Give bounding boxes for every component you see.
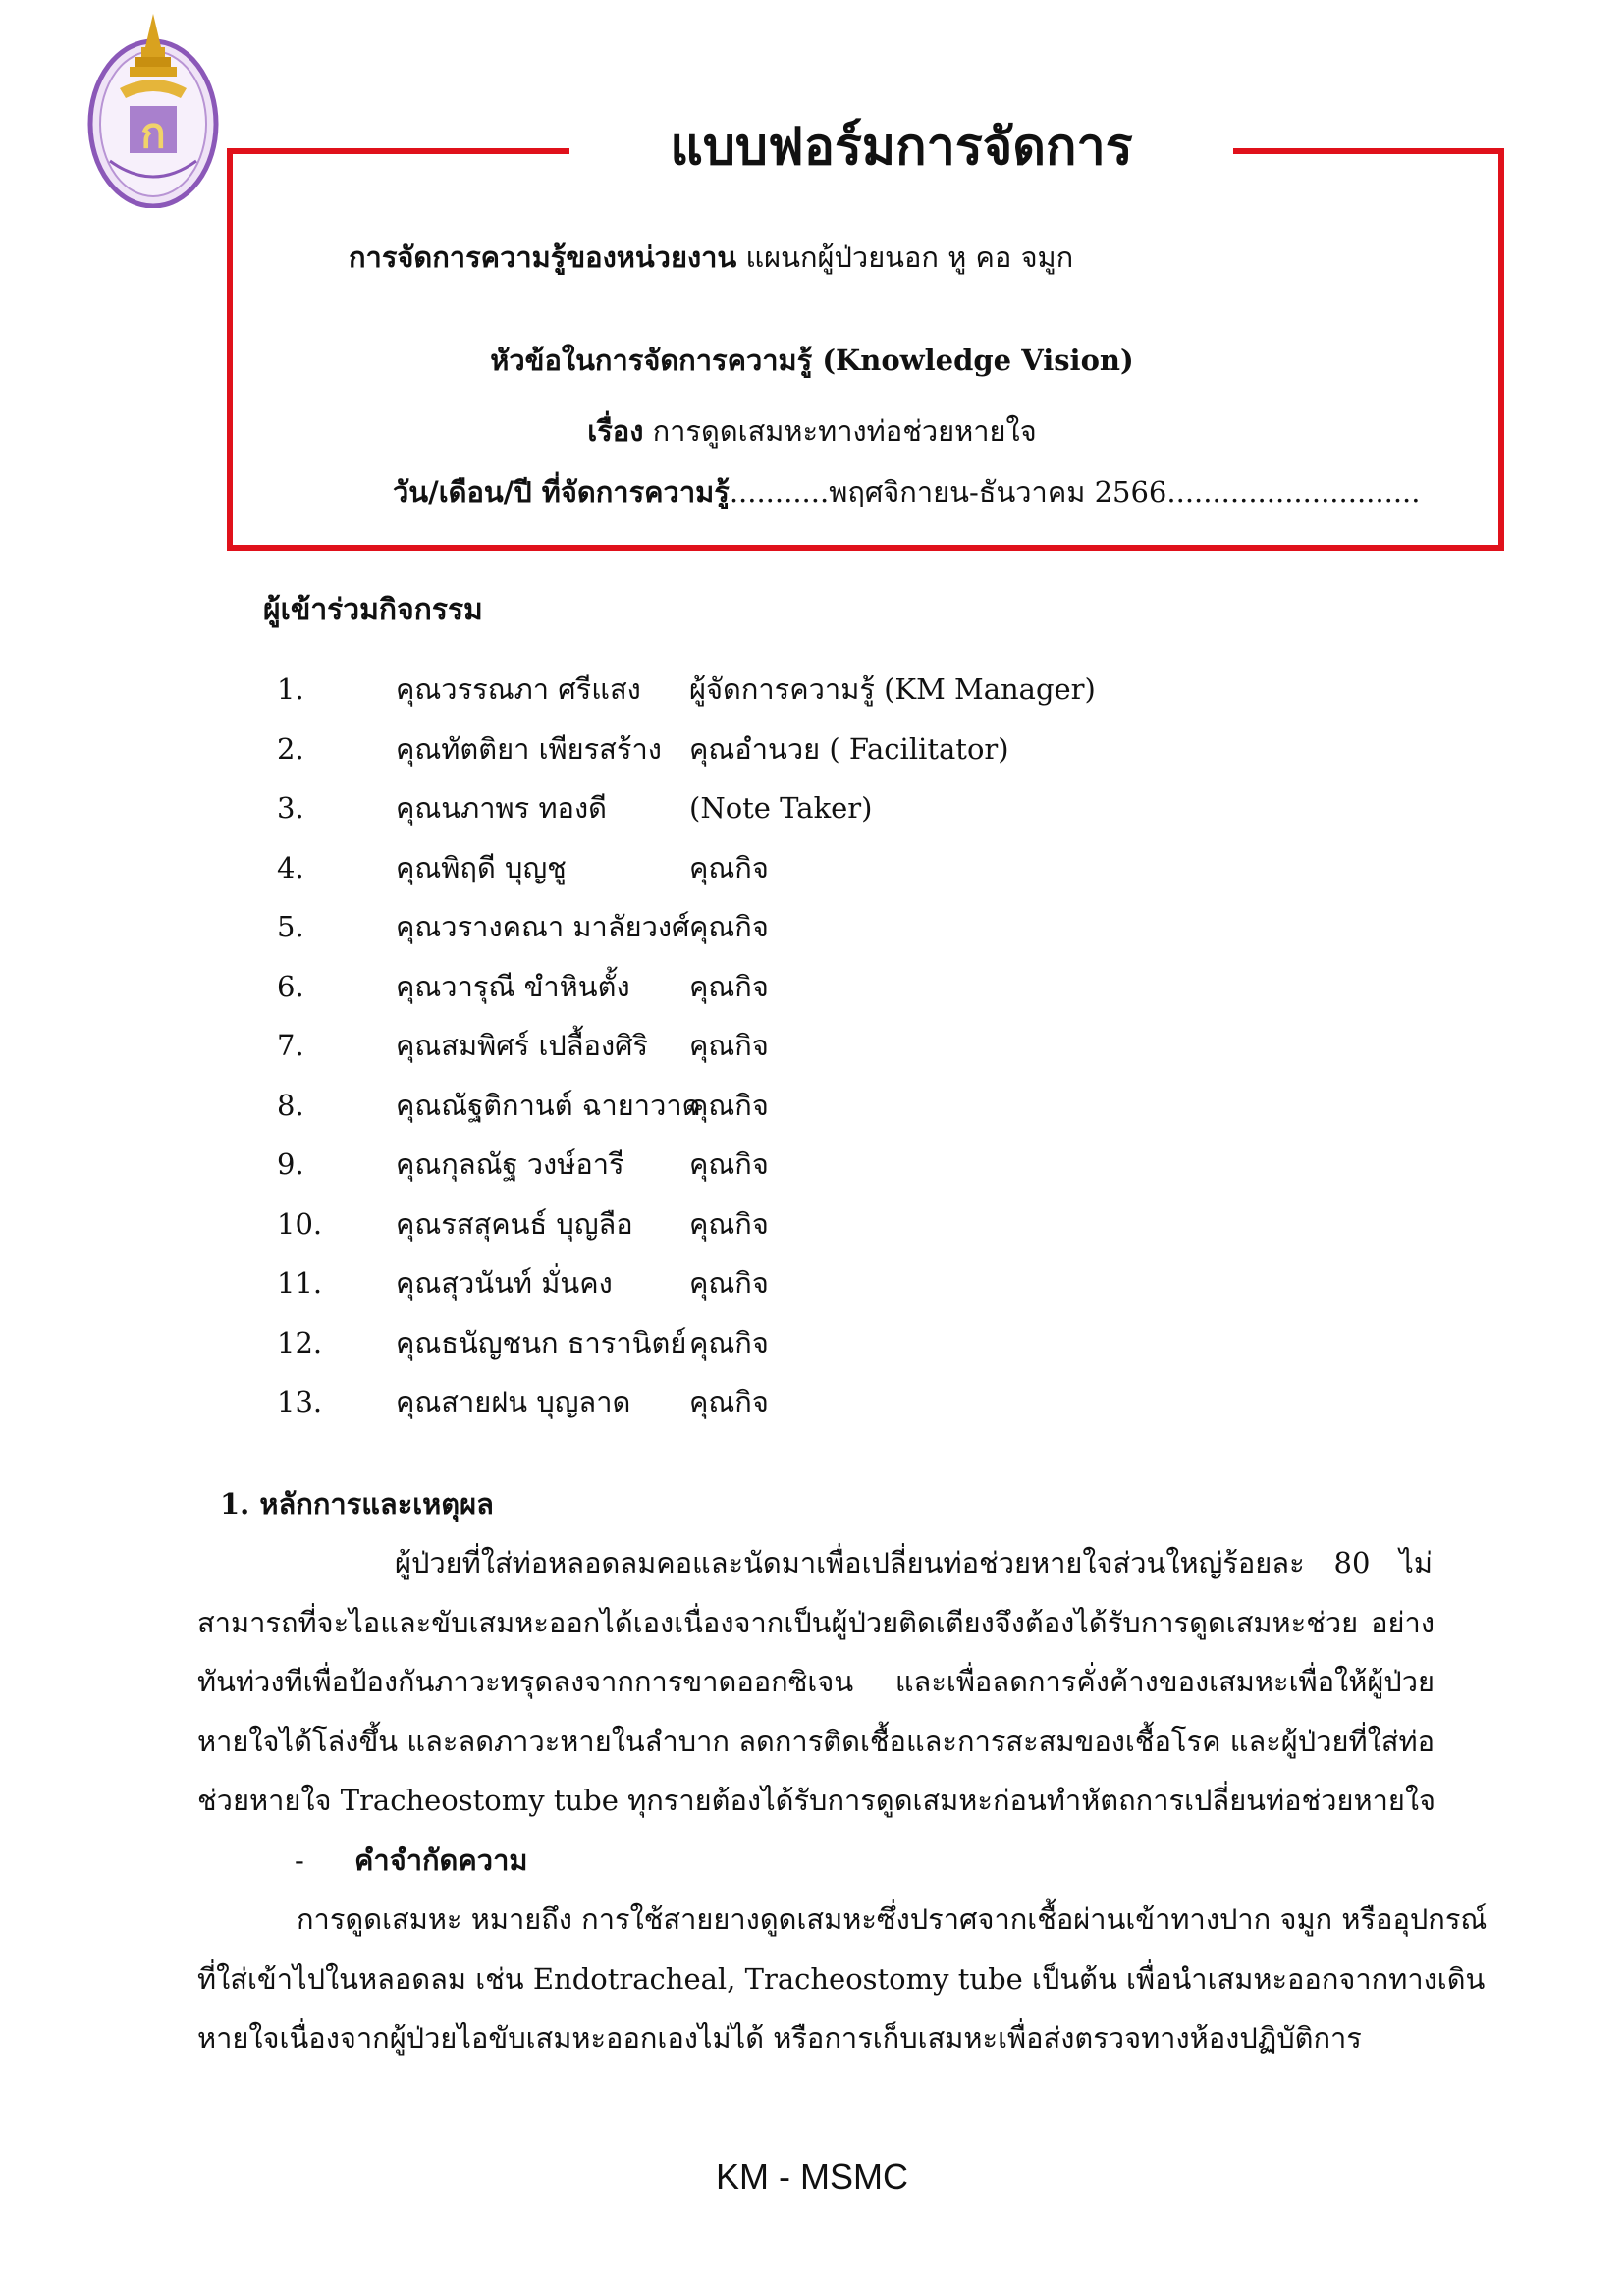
participant-number: 10.	[277, 1206, 323, 1241]
participant-role: คุณกิจ	[689, 1029, 769, 1062]
participant-role: คุณกิจ	[689, 910, 769, 943]
participant-number: 1.	[277, 672, 304, 706]
participant-number: 2.	[277, 731, 304, 766]
participant-name: คุณวรรณภา ศรีแสง	[396, 672, 641, 706]
definition-dash: -	[295, 1843, 304, 1877]
section-1-heading: 1. หลักการและเหตุผล	[220, 1487, 494, 1521]
participant-role: (Note Taker)	[689, 791, 873, 825]
body-line: ช่วยหายใจ Tracheostomy tube ทุกรายต้องได้รับการดูดเสมหะก่อนทำหัตถการเปลี่ยนท่อช่วยหายใจ	[197, 1784, 1436, 1817]
participant-name: คุณสุวนันท์ มั่นคง	[396, 1266, 613, 1300]
participant-role: คุณกิจ	[689, 1148, 769, 1181]
hospital-logo	[86, 8, 220, 208]
body-line: ทันท่วงทีเพื่อป้องกันภาวะทรุดลงจากการขาดออกซิเจน และเพื่อลดการคั่งค้างของเสมหะเพื่อให้ผู้ป่วย	[197, 1665, 1435, 1698]
km-unit-line	[349, 238, 1073, 277]
participant-role: คุณกิจ	[689, 969, 769, 1003]
page-footer: KM - MSMC	[716, 2157, 908, 2197]
participant-name: คุณพิฤดี บุญชู	[396, 850, 567, 884]
participant-number: 8.	[277, 1088, 304, 1122]
participant-number: 6.	[277, 969, 304, 1003]
body-line: หายใจได้โล่งขึ้น และลดภาวะหายในลำบาก ลดการติดเชื้อและการสะสมของเชื้อโรค และผู้ป่วยที่ใส่ท่อ	[197, 1725, 1435, 1758]
participant-name: คุณรสสุคนธ์ บุญลือ	[396, 1206, 633, 1241]
participant-name: คุณณัฐติกานต์ ฉายาวาด	[396, 1088, 701, 1122]
story-value: การดูดเสมหะทางท่อช่วยหายใจ	[652, 414, 1037, 448]
participant-number: 13.	[277, 1385, 323, 1418]
participant-name: คุณสมพิศร์ เปลื้องศิริ	[396, 1029, 649, 1062]
participant-name: คุณสายฝน บุญลาด	[396, 1385, 631, 1418]
definition-heading: คำจำกัดความ	[354, 1843, 528, 1877]
participant-role: คุณกิจ	[689, 1385, 769, 1418]
participant-role: คุณอำนวย ( Facilitator)	[689, 731, 1009, 766]
page-title: แบบฟอร์มการจัดการ	[670, 117, 1133, 177]
participant-name: คุณนภาพร ทองดี	[396, 791, 607, 825]
participant-number: 4.	[277, 850, 304, 884]
body-line: ผู้ป่วยที่ใส่ท่อหลอดลมคอและนัดมาเพื่อเปลี่ยนท่อช่วยหายใจส่วนใหญ่ร้อยละ 80 ไม่	[395, 1546, 1433, 1579]
km-label: การจัดการความรู้ของหน่วยงาน	[349, 240, 737, 274]
participant-number: 5.	[277, 910, 304, 943]
participant-name: คุณธนัญชนก ธารานิตย์	[396, 1325, 687, 1360]
participant-number: 12.	[277, 1325, 323, 1360]
participants-heading: ผู้เข้าร่วมกิจกรรม	[263, 593, 483, 627]
definition-line: การดูดเสมหะ หมายถึง การใช้สายยางดูดเสมหะซึ่งปราศจากเชื้อผ่านเข้าทางปาก จมูก หรืออุปกรณ์	[297, 1902, 1488, 1936]
svg-text:ก: ก	[140, 109, 166, 157]
story-line	[0, 411, 1624, 451]
topic-heading: หัวข้อในการจัดการความรู้ (Knowledge Vision)	[490, 344, 1134, 377]
definition-heading-line	[295, 1841, 527, 1880]
story-label: เรื่อง	[587, 414, 644, 448]
participant-name: คุณวรางคณา มาลัยวงศ์	[396, 910, 690, 943]
participant-name: คุณทัตติยา เพียรสร้าง	[396, 731, 662, 766]
participant-number: 7.	[277, 1029, 304, 1062]
body-line: สามารถที่จะไอและขับเสมหะออกได้เองเนื่องจากเป็นผู้ป่วยติดเตียงจึงต้องได้รับการดูดเสมหะช่วย อย่าง	[197, 1606, 1435, 1639]
hospital-crest-icon	[86, 8, 220, 208]
participant-role: คุณกิจ	[689, 1206, 769, 1241]
km-unit: แผนกผู้ป่วยนอก หู คอ จมูก	[745, 240, 1074, 274]
participant-number: 3.	[277, 791, 304, 825]
participant-role: คุณกิจ	[689, 850, 769, 884]
date-value: ...........พฤศจิกายน-ธันวาคม 2566............................	[729, 475, 1421, 508]
participant-name: คุณวารุณี ขำหินตั้ง	[396, 969, 630, 1003]
participant-role: คุณกิจ	[689, 1325, 769, 1360]
date-line	[393, 472, 1421, 511]
participant-role: คุณกิจ	[689, 1088, 769, 1122]
definition-line: ที่ใส่เข้าไปในหลอดลม เช่น Endotracheal, Tracheostomy tube เป็นต้น เพื่อนำเสมหะออกจากทางเดิน	[197, 1962, 1486, 1996]
participant-name: คุณกุลณัฐ วงษ์อารี	[396, 1148, 624, 1181]
definition-line: หายใจเนื่องจากผู้ป่วยไอขับเสมหะออกเองไม่ได้ หรือการเก็บเสมหะเพื่อส่งตรวจทางห้องปฏิบัติการ	[197, 2021, 1362, 2055]
participant-role: คุณกิจ	[689, 1266, 769, 1300]
participant-number: 11.	[277, 1266, 323, 1300]
participant-number: 9.	[277, 1148, 304, 1181]
participant-role: ผู้จัดการความรู้ (KM Manager)	[689, 672, 1096, 706]
date-label: วัน/เดือน/ปี ที่จัดการความรู้	[393, 475, 730, 508]
